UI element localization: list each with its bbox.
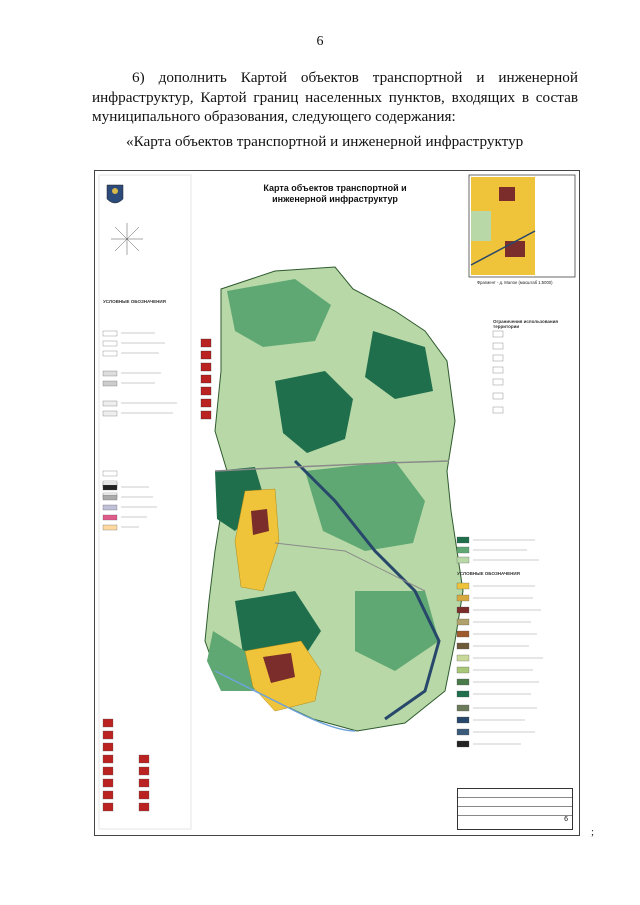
title-block-stamp xyxy=(457,788,573,830)
map-heading: «Карта объектов транспортной и инженерной инфраструктур xyxy=(126,133,524,150)
sheet-number: 6 xyxy=(564,816,568,823)
map-title-line2: инженерной инфраструктур xyxy=(272,194,398,204)
page-number: 6 xyxy=(316,34,324,49)
paragraph xyxy=(92,68,578,127)
legend-heading: УСЛОВНЫЕ ОБОЗНАЧЕНИЯ xyxy=(103,299,166,304)
coat-of-arms-icon xyxy=(107,185,123,203)
corner-mark: ; xyxy=(591,826,595,838)
map-drawing xyxy=(95,171,579,835)
fragment-caption: Фрагмент - д. Малое (масштаб 1:5000) xyxy=(477,280,553,285)
map-figure xyxy=(94,170,580,836)
map-title xyxy=(245,183,425,205)
paragraph-text: 6) дополнить Картой объектов транспортной и инженерной инфраструктур, Картой границ населенных пунктов, входящих в состав муниципального образования, следующего содержания: xyxy=(92,69,578,125)
compass-icon xyxy=(111,223,143,255)
engineering-legend xyxy=(201,339,211,419)
restrictions-heading: Ограничения использования территории xyxy=(493,319,559,329)
map-title-line1: Карта объектов транспортной и xyxy=(263,183,407,193)
legend-heading-right: УСЛОВНЫЕ ОБОЗНАЧЕНИЯ xyxy=(457,571,520,576)
